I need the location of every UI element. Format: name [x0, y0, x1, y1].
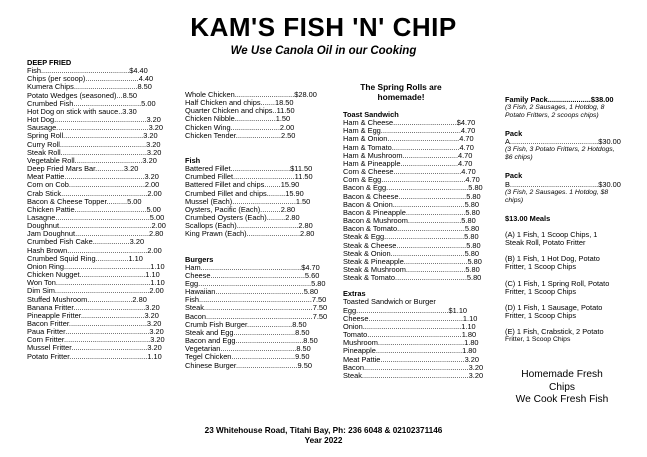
menu-item: Pineapple Fritter...............................3.20 [27, 310, 159, 320]
menu-item: Mussel Fritter.....................................3.20 [27, 343, 162, 353]
menu-item: Oysters, Pacific (Each)..........2.80 [185, 204, 296, 214]
footer-year: Year 2022 [304, 435, 343, 445]
menu-item: Corn & Cheese.................................4.70 [343, 167, 476, 177]
menu-item: Lasagne..............................................5.00 [27, 212, 165, 222]
menu-item: Chips (per scoop)..........................4.40 [27, 74, 154, 84]
pack-a-desc: (3 Fish, 3 Potato Fritters, 2 Hotdogs, $6 chips) [505, 146, 615, 162]
menu-item: Banana Fritter...................................3.20 [27, 302, 160, 312]
shop-subtitle: We Use Canola Oil in our Cooking [230, 45, 417, 57]
menu-item: Half Chicken and chips.......18.50 [185, 98, 294, 108]
homemade-line1: Homemade Fresh [521, 369, 603, 380]
menu-item: Bacon & Egg........................................5.80 [343, 183, 483, 193]
menu-item: Cheese..............................................5.60 [185, 270, 320, 280]
meal-item: (C) 1 Fish, 1 Spring Roll, Potato Fritter, 1 Scoop Chips [505, 278, 610, 296]
menu-item: Battered Fillet and chips........15.90 [185, 180, 300, 190]
menu-item: Potato Wedges (seasoned)...8.50 [27, 90, 137, 100]
menu-item: Paua Fritter.........................................3.20 [27, 327, 164, 337]
menu-item: Bacon & Tomato.................................5.80 [343, 224, 480, 234]
pack-a-title: A...........................................$30.00 [505, 137, 621, 147]
menu-item: Fish.......................................................7.50 [185, 295, 327, 305]
menu-item: Crumbed Oysters (Each).........2.80 [185, 213, 300, 223]
menu-item: Battered Fillet.............................$11.50 [185, 164, 313, 174]
menu-item: Bacon Fritter......................................3.20 [27, 319, 162, 328]
menu-item: Mushroom..........................................1.80 [343, 338, 479, 348]
menu-item: Tomato..............................................1.80 [343, 330, 477, 340]
menu-item: Crumbed Fish Cake..................3.20 [27, 237, 145, 247]
pack-b [505, 171, 621, 204]
meal-item: (A) 1 Fish, 1 Scoop Chips, 1 Steak Roll, Potato Fritter [505, 229, 598, 248]
deep-fried-heading: DEEP FRIED [27, 58, 72, 67]
menu-item: Crumbed Fillet..............................11.50 [185, 172, 313, 182]
spring-rolls-note: The Spring Rolls are homemade! [360, 82, 442, 102]
menu-item: Hot Dog.............................................3.20 [27, 115, 161, 125]
family-pack-desc: (3 Fish, 2 Sausages, 1 Hotdog, 8 Potato Fritters, 2 scoops chips) [505, 104, 605, 120]
burgers-heading: Burgers [185, 254, 214, 264]
meals-list [505, 231, 618, 320]
menu-item: Crumb Fish Burger......................8.50 [185, 319, 307, 329]
shop-title: KAM'S FISH 'N' CHIP [190, 12, 457, 42]
menu-item: Ham.................................................$4.70 [185, 262, 320, 272]
menu-item: Tegel Chicken...............................9.50 [185, 352, 310, 362]
menu-item: Crumbed Squid Ring................1.10 [27, 253, 143, 263]
extras-list [343, 305, 484, 380]
menu-item: Steak.....................................................7.50 [185, 303, 328, 313]
menu-item: Chicken Wing........................2.00 [185, 122, 295, 132]
menu-item: Fish...........................................$4.40 [27, 66, 148, 76]
menu-item: Chicken Nibble....................1.50 [185, 114, 291, 124]
menu-item: Crab Stick..........................................2.00 [27, 188, 162, 198]
family-pack-title: Family Pack.....................$38.00 [505, 95, 614, 104]
menu-item: King Prawn (Each)..........................2.80 [185, 229, 315, 239]
menu-item: Sausage.............................................3.20 [27, 123, 163, 133]
menu-item: Pineapple..........................................1.80 [343, 346, 477, 356]
menu-item: Won Ton..............................................1.10 [27, 278, 165, 288]
meals-heading: $13.00 Meals [505, 213, 551, 223]
menu-item: Bacon & Pineapple.............................5.80 [343, 207, 480, 217]
footer-address: 23 Whitehouse Road, Titahi Bay, Ph: 236 6048 & 02102371146 [204, 426, 443, 435]
menu-item: Chicken Tender......................2.50 [185, 130, 296, 140]
fish-list [185, 164, 315, 239]
homemade-note [492, 369, 632, 407]
menu-item: Meat Pattie.......................................3.20 [27, 172, 159, 182]
deep-fried-section [27, 58, 166, 361]
meal-e-line1: (E) 1 Fish, Crabstick, 2 Potato [505, 327, 604, 337]
menu-item: Hot Dog on stick with sauce..3.30 [27, 106, 137, 116]
menu-item: Dim Sim..............................................2.00 [27, 286, 164, 296]
menu-item: Corn & Egg.........................................4.70 [343, 175, 480, 185]
burgers-list [185, 262, 328, 370]
menu-item: Stuffed Mushroom......................2.80 [27, 294, 147, 304]
menu-item: Cheese..............................................1.10 [343, 313, 478, 323]
meal-item: (B) 1 Fish, 1 Hot Dog, Potato Fritter, 1 Scoop Chips [505, 254, 600, 272]
deep-fried-list [27, 66, 166, 361]
menu-item: Steak & Egg.......................................5.80 [343, 232, 479, 242]
menu-item: Curry Roll..........................................3.20 [27, 139, 161, 149]
menu-item: Bacon & Cheese.................................5.80 [343, 191, 481, 201]
pack-b-title: B...........................................$30.00 [505, 179, 621, 189]
homemade-line3: We Cook Fresh Fish [515, 394, 609, 405]
menu-item: Crumbed Fish.................................5.00 [27, 98, 156, 108]
toast-sandwich-list [343, 118, 483, 283]
menu-item: Egg.......................................................5.80 [185, 278, 326, 288]
menu-item: Ham & Tomato.................................4.70 [343, 142, 474, 152]
menu-item: Steak & Cheese..................................5.80 [343, 240, 481, 250]
menu-item: Ham & Cheese...............................$4.70 [343, 118, 476, 128]
pack-a [505, 129, 621, 162]
chicken-fish-burgers-column [185, 90, 328, 370]
menu-item: Hawaiian...........................................5.80 [185, 287, 319, 297]
menu-item: Steak....................................................3.20 [343, 370, 484, 380]
chicken-list [185, 90, 317, 140]
menu-item: Jam Doughnut....................................2.80 [27, 229, 164, 239]
menu-item: Steak & Pineapple...............................5.80 [343, 256, 482, 266]
meal-e-line2: Fritter, 1 Scoop Chips [505, 336, 571, 344]
sandwich-extras-column [343, 110, 484, 380]
menu-item: Bacon & Cheese Topper..........5.00 [27, 196, 142, 206]
menu-item: Bacon & Onion...................................5.80 [343, 199, 479, 209]
menu-item: Bacon...................................................3.20 [343, 362, 484, 372]
fish-heading: Fish [185, 155, 201, 165]
toast-sandwich-heading: Toast Sandwich [343, 110, 399, 119]
menu-item: Ham & Egg.......................................4.70 [343, 126, 476, 136]
menu-item: Mussel (Each)...............................1.50 [185, 196, 311, 206]
menu-item: Meat Pattie.........................................3.20 [343, 354, 479, 364]
menu-item: Egg.............................................$1.10 [343, 305, 468, 315]
menu-item: Spring Roll.......................................3.20 [27, 131, 158, 141]
menu-item: Potato Fritter......................................1.10 [27, 351, 162, 361]
menu-item: Onion Ring..........................................1.10 [27, 261, 165, 271]
menu-item: Vegetable Roll.................................3.20 [27, 155, 157, 165]
menu-item: Chicken Nugget................................1.10 [27, 270, 160, 280]
menu-item: Bacon and Egg.................................8.50 [185, 336, 318, 346]
menu-item: Bacon & Mushroom..........................5.80 [343, 216, 476, 226]
extras-subheading: Toasted Sandwich or Burger [343, 297, 436, 307]
menu-item: Crumbed Fillet and chips.........15.90 [185, 188, 304, 198]
menu-item: Chinese Burger..............................9.50 [185, 360, 312, 370]
meal-item: (D) 1 Fish, 1 Sausage, Potato Fritter, 1 Scoop Chips [505, 302, 603, 321]
menu-item: Steak and Egg..............................8.50 [185, 327, 310, 337]
pack-b-heading: Pack [505, 171, 523, 181]
menu-item: Corn on Cob.....................................2.00 [27, 180, 160, 190]
family-pack [505, 96, 618, 120]
menu-item: Doughnut.............................................2.00 [27, 221, 166, 231]
menu-item: Onion................................................1.10 [343, 321, 476, 331]
menu-item: Steak & Onion....................................5.80 [343, 248, 479, 258]
menu-item: Steak & Mushroom.............................5.80 [343, 264, 480, 274]
packs-meals-column [505, 95, 621, 354]
menu-item: Ham & Mushroom...........................4.70 [343, 150, 473, 160]
menu-item: Bacon....................................................7.50 [185, 311, 328, 321]
menu-item: Corn Fritter..........................................3.20 [27, 335, 165, 345]
menu-item: Ham & Pineapple............................4.70 [343, 158, 473, 168]
pack-a-heading: Pack [505, 129, 523, 139]
menu-item: Kumera Chips...............................8.50 [27, 82, 152, 92]
menu-item: Steak & Tomato...................................5.80 [343, 273, 482, 283]
menu-item: Vegetarian.....................................8.50 [185, 344, 311, 354]
extras-heading: Extras [343, 289, 366, 299]
menu-item: Deep Fried Mars Bar..............3.20 [27, 164, 139, 174]
meals [505, 215, 618, 345]
menu-item: Whole Chicken.............................$28.00 [185, 90, 317, 99]
pack-b-desc: (3 Fish, 2 Sausages. 1 Hotdog, $8 chips) [505, 188, 609, 204]
menu-item: Hash Brown.......................................2.00 [27, 245, 162, 255]
menu-item: Ham & Onion...................................4.70 [343, 134, 474, 144]
menu-item: Chicken Pattie...................................5.00 [27, 204, 161, 214]
menu-item: Quarter Chicken and chips..11.50 [185, 106, 295, 116]
footer [0, 426, 647, 445]
menu-item: Steak Roll..........................................3.20 [27, 147, 162, 157]
homemade-line2: Chips [548, 381, 576, 393]
menu-item: Scallops (Each)..............................2.80 [185, 221, 313, 231]
